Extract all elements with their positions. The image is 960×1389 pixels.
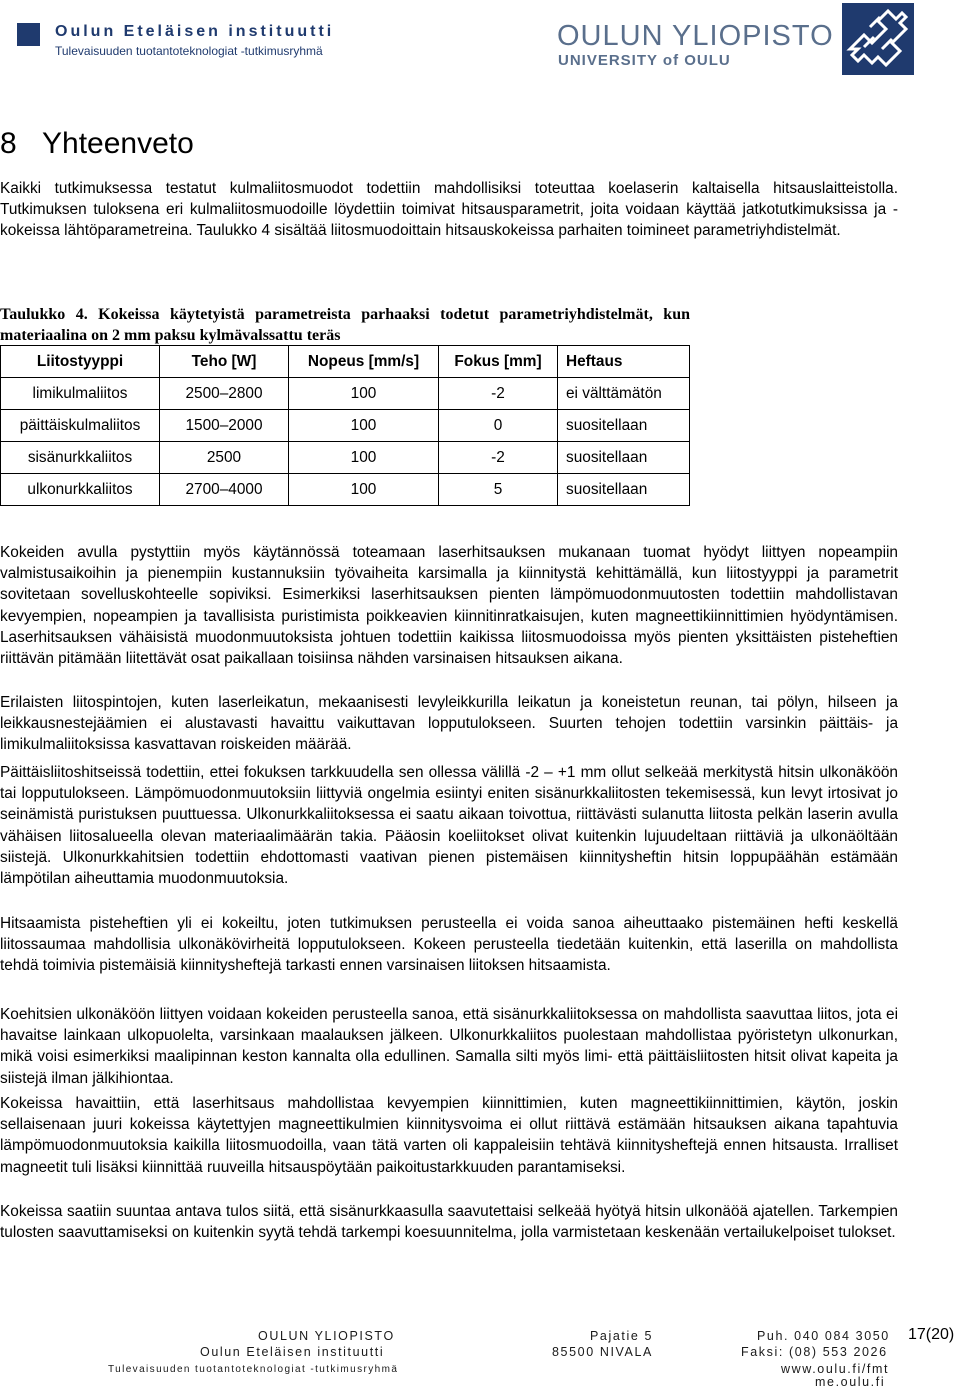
table-cell: 1500–2000 bbox=[160, 410, 289, 442]
header-university-en: UNIVERSITY of OULU bbox=[558, 52, 731, 69]
footer-institute: Oulun Eteläisen instituutti bbox=[200, 1345, 385, 1359]
table-cell: päittäiskulmaliitos bbox=[1, 410, 160, 442]
table-row bbox=[1, 378, 690, 410]
intro-paragraph: Kaikki tutkimuksessa testatut kulmaliitosmuodot todettiin mahdollisiksi toteuttaa koelaserin kaltaisella hitsauslaitteistolla. Tutkimuksen tuloksena eri kulmaliitosmuodoille löydettiin toimivat hitsausparametrit, joita voidaan käyttää jatkotutkimuksissa ja -kokeissa lähtöparametreina. Taulukko 4 sisältää liitosmuodoittain hitsauskokeissa parhaiten toimineet parametriyhdistelmät. bbox=[0, 180, 898, 240]
table-cell: -2 bbox=[439, 442, 558, 474]
table-cell: suositellaan bbox=[558, 474, 690, 506]
institute-logo-square bbox=[17, 23, 40, 46]
parameter-table bbox=[0, 345, 690, 506]
table-cell: 100 bbox=[289, 474, 439, 506]
footer-phone: Puh. 040 084 3050 bbox=[757, 1329, 890, 1343]
table-cell: 100 bbox=[289, 442, 439, 474]
footer-fax: Faksi: (08) 553 2026 bbox=[741, 1345, 888, 1359]
table-cell: limikulmaliitos bbox=[1, 378, 160, 410]
table-cell: 2500–2800 bbox=[160, 378, 289, 410]
table-row bbox=[1, 410, 690, 442]
body-paragraph: Kokeissa saatiin suuntaa antava tulos siitä, että sisänurkkaasulla saavutettaisi selkeää hyötyä hitsin ulkonäöä ajatellen. Tarkempien tulosten saavuttamiseksi on kuitenkin syytä tehdä tarkempi koesuunnitelma, jolla varmistetaan keskenään vertailukelpoiset tulokset. bbox=[0, 1203, 898, 1242]
table-caption: Taulukko 4. Kokeissa käytetyistä parametreista parhaaksi todetut parametriyhdistelmät, kun materiaalina on 2 mm paksu kylmävalssattu teräs bbox=[0, 306, 690, 344]
footer-street: Pajatie 5 bbox=[590, 1329, 654, 1343]
column-header: Nopeus [mm/s] bbox=[289, 346, 439, 378]
table-row bbox=[1, 442, 690, 474]
column-header: Liitostyyppi bbox=[1, 346, 160, 378]
table-row bbox=[1, 474, 690, 506]
column-header: Heftaus bbox=[558, 346, 690, 378]
body-paragraph: Kokeissa havaittiin, että laserhitsaus mahdollistaa kevyempien kiinnittimien, kuten magneettikiinnittimien, käytön, joskin sellaisenaan juuri kokeissa käytettyjen magneettikulmien kiinnitysvoima ei ollut riittävä estämään hitsauksen aikana tapahtuvia lämpömuodonmuutoksia kaikilla liitosmuodoilla, vaan tätä varten oli kappaleisiin tehtävä kiinnitysheftejä ennen hitsausta. Irralliset magneetit tuli lisäksi kiinnittää ruuveilla hitsauspöytään paikoitustarkkuuden parantamiseksi. bbox=[0, 1095, 898, 1176]
header-research-group: Tulevaisuuden tuotantoteknologiat -tutkimusryhmä bbox=[55, 44, 323, 58]
body-paragraph: Päittäisliitoshitseissä todettiin, ettei fokuksen tarkkuudella sen ollessa välillä -2 – +1 mm ollut selkeää merkitystä hitsin ulkonäköön tai lopputulokseen. Lämpömuodonmuutoksiin liittyviä ongelmia esiintyi eniten sisänurkkaliitosten tekemisessä, kun levyt irtosivat jo seinämistä puristuksen puuttuessa. Ulkonurkkaliitoksessa ei saatu aikaan toivottua, riittävästi sulanutta liitosta pelkän laserin avulla vähäisen liitosalueella olevan materiaalimäärän takia. Pääosin koeliitokset olivat kuitenkin lujuudeltaan riittäviä ja ulkonäöltään siistejä. Ulkonurkkahitsien todettiin ehdottomasti vaativan pienen pistemäisen kiinnitysheftin hitsin loppupäähän estämään lämpötilan aiheuttamia muodonmuutoksia. bbox=[0, 764, 898, 888]
table-cell: 5 bbox=[439, 474, 558, 506]
table-cell: suositellaan bbox=[558, 410, 690, 442]
table-cell: 100 bbox=[289, 410, 439, 442]
page-number: 17(20) bbox=[908, 1326, 955, 1343]
section-heading bbox=[0, 127, 194, 161]
table-cell: ulkonurkkaliitos bbox=[1, 474, 160, 506]
table-cell: suositellaan bbox=[558, 442, 690, 474]
footer-web-link[interactable]: www.oulu.fi/fmt bbox=[781, 1362, 890, 1376]
body-paragraph: Erilaisten liitospintojen, kuten laserleikatun, mekaanisesti levyleikkurilla leikatun ja koneistetun reunan, tai pölyn, hilseen ja leikkausnestejäämien ei alustavasti havaittu vaikuttavan lopputulokseen. Suurten tehojen todettiin varsinkin päittäis- ja limikulmaliitoksissa kasvattavan roiskeiden määrää. bbox=[0, 694, 898, 754]
university-logo-icon bbox=[842, 3, 914, 75]
table-cell: 100 bbox=[289, 378, 439, 410]
footer-web-link-2[interactable]: me.oulu.fi bbox=[815, 1375, 886, 1389]
header-university-fi: OULUN YLIOPISTO bbox=[557, 20, 834, 52]
body-paragraph: Koehitsien ulkonäköön liittyen voidaan kokeiden perusteella sanoa, että sisänurkkaliitoksessa on mahdollista saavuttaa liitos, jota ei havaitse lainkaan ulkopuolelta, varsinkaan maalauksen jälkeen. Ulkonurkkaliitos puolestaan mahdollistaa pyöristetyn ulkonurkan, mikä voisi esimerkiksi maalipinnan keston kannalta olla edullinen. Samalla silti myös limi- että päittäisliitosten hitsit olivat kapeita ja siistejä ilman jälkihiontaa. bbox=[0, 1006, 898, 1087]
section-number: 8 bbox=[0, 127, 17, 160]
table-header-row bbox=[1, 346, 690, 378]
table-cell: ei välttämätön bbox=[558, 378, 690, 410]
table-cell: sisänurkkaliitos bbox=[1, 442, 160, 474]
footer-research-group: Tulevaisuuden tuotantoteknologiat -tutkimusryhmä bbox=[108, 1364, 399, 1375]
column-header: Teho [W] bbox=[160, 346, 289, 378]
header-institute: Oulun Eteläisen instituutti bbox=[55, 23, 335, 40]
table-cell: 0 bbox=[439, 410, 558, 442]
footer-university: OULUN YLIOPISTO bbox=[258, 1329, 395, 1343]
footer-postal: 85500 NIVALA bbox=[552, 1345, 653, 1359]
table-cell: 2500 bbox=[160, 442, 289, 474]
table-cell: 2700–4000 bbox=[160, 474, 289, 506]
table-cell: -2 bbox=[439, 378, 558, 410]
column-header: Fokus [mm] bbox=[439, 346, 558, 378]
body-paragraph: Kokeiden avulla pystyttiin myös käytännössä toteamaan laserhitsauksen mukanaan tuomat hyödyt liittyen nopeampiin valmistusaikoihin ja pienempiin kustannuksiin työvaiheita karsimalla ja kiinnitystä kehittämällä, kun liitostyyppi ja parametrit sovitetaan sovelluskohteelle sopiviksi. Esimerkiksi laserhitsauksen pienten lämpömuodonmuutosten todettiin mahdollistavan kevyempien, nopeampien ja tavallisista puristimista poikkeavien kiinnitinratkaisujen, kuten magneettikiinnittimien hyödyntämisen. Laserhitsauksen vähäisistä muodonmuutoksista johtuen todettiin kaikissa liitosmuodoissa myös pienten yksittäisten pisteheftien riittävän pitämään liitettävät osat paikallaan toisiinsa nähden varsinaisen hitsauksen aikana. bbox=[0, 544, 898, 668]
body-paragraph: Hitsaamista pisteheftien yli ei kokeiltu, joten tutkimuksen perusteella ei voida sanoa aiheuttaako pistemäinen hefti keskellä liitossaumaa mahdollisia ulkonäkövirheitä lopputulokseen. Kokeen perusteella tiedetään kuitenkin, että laserilla on mahdollista tehdä toimivia pistemäisiä kiinnitysheftejä tarkasti ennen varsinaisen liitoksen hitsaamista. bbox=[0, 915, 898, 975]
section-title: Yhteenveto bbox=[42, 127, 194, 160]
